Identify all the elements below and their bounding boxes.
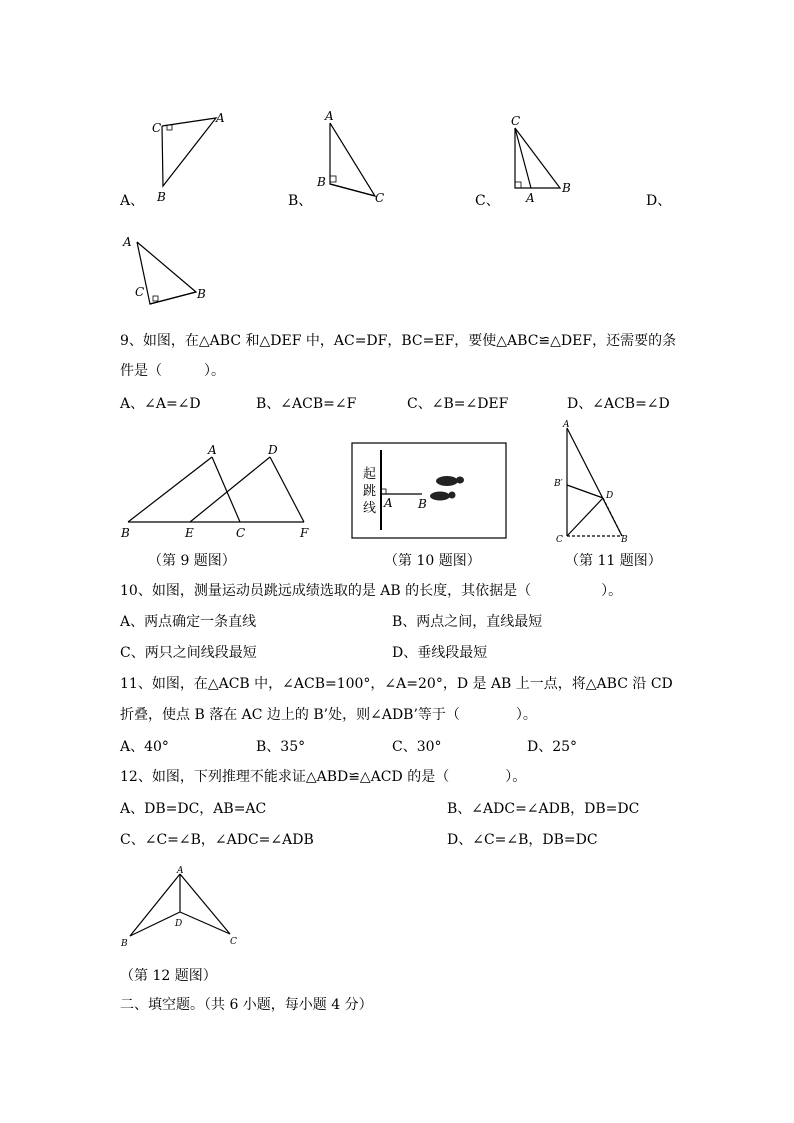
figure-11: [550, 418, 640, 546]
q10-stem: 10、如图，测量运动员跳远成绩选取的是 AB 的长度，其依据是（ ）。: [120, 583, 623, 599]
svg-text:B′: B′: [554, 479, 563, 489]
svg-text:C: C: [511, 114, 521, 128]
q12-option-a: A、DB=DC，AB=AC: [120, 801, 267, 817]
q11-option-b: B、35°: [256, 739, 306, 755]
q8-option-c: C、: [475, 193, 500, 209]
q12-option-b: B、∠ADC=∠ADB，DB=DC: [447, 801, 640, 817]
q9-option-d: D、∠ACB=∠D: [567, 396, 670, 412]
svg-text:F: F: [300, 526, 309, 540]
svg-text:A: A: [208, 443, 217, 457]
svg-text:A: A: [563, 420, 570, 430]
sign-char-1: 起: [363, 467, 377, 482]
q12-option-d: D、∠C=∠B，DB=DC: [447, 832, 598, 848]
figure-9-caption: （第 9 题图）: [148, 553, 236, 569]
q11-option-c: C、30°: [392, 739, 442, 755]
svg-text:B: B: [121, 939, 128, 949]
q9-stem-line2: 件是（ ）。: [120, 363, 225, 379]
sign-char-3: 线: [363, 501, 377, 516]
svg-text:C: C: [152, 121, 162, 135]
q11-option-d: D、25°: [527, 739, 578, 755]
svg-text:A: A: [177, 866, 184, 876]
figure-12-caption: （第 12 题图）: [120, 968, 217, 984]
sign-char-2: 跳: [363, 484, 377, 499]
svg-text:B: B: [121, 526, 130, 540]
svg-text:C: C: [230, 937, 237, 947]
svg-text:B: B: [197, 287, 206, 301]
q11-stem-line2: 折叠，使点 B 落在 AC 边上的 B’处，则∠ADB’等于（ ）。: [120, 707, 537, 723]
q8-option-d: D、: [646, 193, 672, 209]
svg-text:D: D: [175, 919, 183, 929]
svg-text:B: B: [317, 175, 326, 189]
q8-figure-b: [315, 108, 405, 208]
svg-text:B: B: [562, 181, 571, 195]
figure-9: [118, 440, 318, 545]
svg-text:C: C: [135, 285, 145, 299]
svg-text:A: A: [216, 111, 225, 125]
q8-figure-a: [150, 108, 240, 208]
figure-10-caption: （第 10 题图）: [384, 553, 481, 569]
svg-text:B: B: [157, 190, 166, 204]
q11-stem-line1: 11、如图，在△ACB 中，∠ACB=100°，∠A=20°，D 是 AB 上一点，将△ABC 沿 CD: [120, 676, 673, 692]
q10-option-b: B、两点之间，直线最短: [392, 614, 543, 630]
svg-text:C: C: [556, 535, 563, 545]
q9-option-b: B、∠ACB=∠F: [256, 396, 357, 412]
svg-text:D: D: [268, 443, 278, 457]
figure-10: [350, 440, 510, 545]
footprint-icon: [430, 476, 464, 501]
svg-text:D: D: [606, 491, 614, 501]
q12-option-c: C、∠C=∠B，∠ADC=∠ADB: [120, 832, 314, 848]
q8-figure-d: [120, 228, 220, 313]
q9-option-c: C、∠B=∠DEF: [407, 396, 509, 412]
svg-text:A: A: [526, 191, 535, 205]
q9-stem-line1: 9、如图，在△ABC 和△DEF 中，AC=DF，BC=EF，要使△ABC≌△DEF，还需要的条: [120, 333, 677, 349]
figure-12: [118, 864, 243, 954]
section-2-heading: 二、填空题。（共 6 小题，每小题 4 分）: [120, 997, 373, 1013]
svg-text:A: A: [384, 496, 393, 510]
svg-text:A: A: [123, 235, 132, 249]
svg-text:A: A: [325, 109, 334, 123]
figure-11-caption: （第 11 题图）: [565, 553, 662, 569]
q8-option-b: B、: [288, 193, 313, 209]
svg-text:B: B: [418, 497, 427, 511]
svg-text:C: C: [375, 191, 385, 205]
q12-stem: 12、如图，下列推理不能求证△ABD≌△ACD 的是（ ）。: [120, 769, 527, 785]
svg-text:E: E: [185, 526, 194, 540]
q10-option-d: D、垂线段最短: [392, 645, 488, 661]
svg-text:C: C: [236, 526, 246, 540]
q8-option-a: A、: [120, 193, 145, 209]
q9-option-a: A、∠A=∠D: [120, 396, 201, 412]
q8-figure-c: [505, 112, 585, 207]
svg-text:B: B: [621, 535, 628, 545]
q11-option-a: A、40°: [120, 739, 169, 755]
q10-option-a: A、两点确定一条直线: [120, 614, 257, 630]
q10-option-c: C、两只之间线段最短: [120, 645, 257, 661]
